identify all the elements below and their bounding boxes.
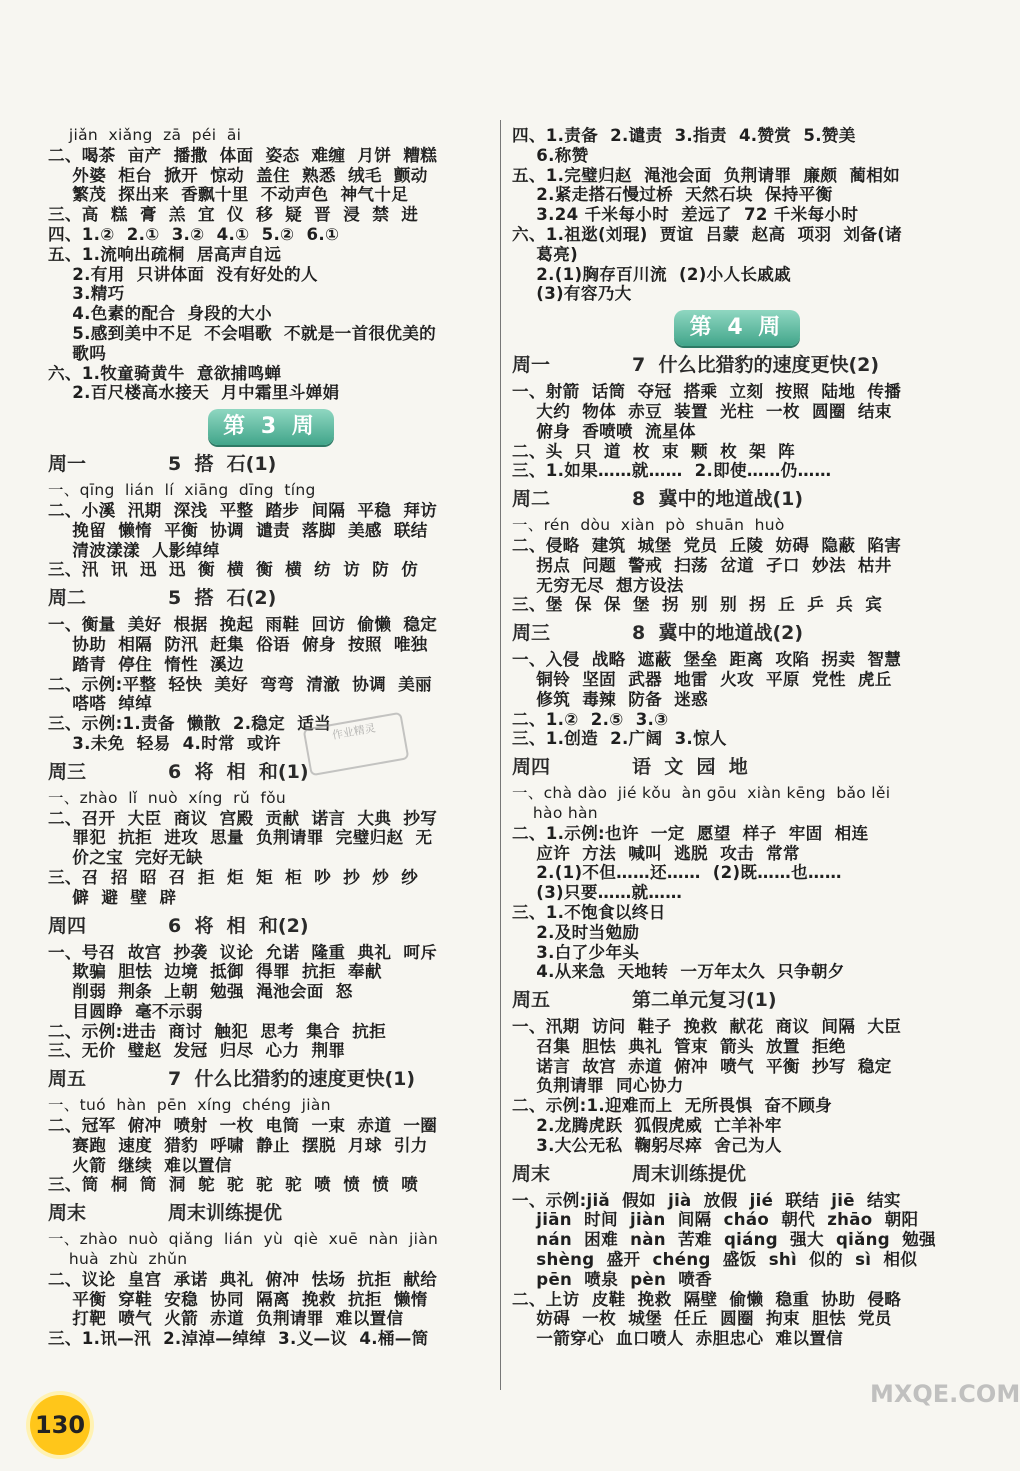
day-heading [512,1161,962,1187]
answer-line: 外婆 柜台 掀开 惊动 盖住 熟悉 绒毛 颤动 [48,165,428,185]
answer-line: 一、入侵 战略 遮蔽 堡垒 距离 攻陷 拐卖 智慧 [512,650,902,670]
answer-line: 三、汛 讯 迅 迅 衡 横 衡 横 纺 访 防 仿 [48,560,419,580]
answer-line: 歌吗 [48,343,107,363]
answer-line: jiān 时间 jiàn 间隔 cháo 朝代 zhāo 朝阳 [512,1210,919,1230]
lesson-title: 5 搭 石(2) [168,587,277,610]
answer-line: 四、1.② 2.① 3.② 4.① 5.② 6.① [48,224,340,244]
day-label: 周五 [48,1068,87,1091]
answer-line: 二、示例:1.迎难而上 无所畏惧 奋不顾身 [512,1096,832,1116]
answer-line: 二、示例:进击 商讨 触犯 思考 集合 抗拒 [48,1021,387,1041]
answer-line: 二、小溪 汛期 深浅 平整 踏步 间隔 平稳 拜访 [48,500,438,520]
answer-line: 火箭 继续 难以置信 [48,1155,232,1175]
day-label: 周二 [48,587,87,610]
left-column [48,126,493,1349]
answer-line: 大约 物体 赤豆 装置 光柱 一枚 圆圈 结束 [512,401,892,421]
answer-line: 罪犯 抗拒 进攻 思量 负荆请罪 完璧归赵 无 [48,828,433,848]
answer-line: 2.紧走搭石慢过桥 天然石块 保持平衡 [512,185,833,205]
answer-line: 二、议论 皇宫 承诺 典礼 俯冲 怯场 抗拒 献给 [48,1269,438,1289]
lesson-title: 周末训练提优 [632,1162,747,1185]
day-heading [48,451,493,477]
answer-line: 2.有用 只讲体面 没有好处的人 [48,264,318,284]
answer-line: 一、号召 故宫 抄袭 议论 允诺 隆重 典礼 呵斥 [48,942,438,962]
answer-line: 二、喝茶 亩产 播撒 体面 姿态 难缠 月饼 糟糕 [48,145,438,165]
answer-line: 僻 避 壁 辟 [48,887,177,907]
answer-line: 赛跑 速度 猎豹 呼啸 静止 摆脱 月球 引力 [48,1135,428,1155]
day-label: 周一 [512,354,551,377]
day-label: 周四 [48,914,87,937]
pinyin-line: huà zhù zhǔn [48,1250,188,1269]
day-heading [48,585,493,611]
answer-line: 一、示例:jiǎ 假如 jià 放假 jié 联结 jiē 结实 [512,1190,901,1210]
day-heading [512,352,962,378]
answer-line: 踏青 停住 惰性 溪边 [48,654,244,674]
answer-line: 价之宝 完好无缺 [48,848,203,868]
answer-line: 二、冠军 俯冲 喷射 一枚 电筒 一束 赤道 一圈 [48,1116,438,1136]
answer-line: 2.及时当勉励 [512,922,640,942]
answer-line: 6.称赞 [512,145,589,165]
right-column [512,126,962,1349]
pinyin-line: 一、zhào lǐ nuò xíng rǔ fǒu [48,788,287,807]
answer-line: 妨碍 一枚 城堡 任丘 圆圈 拘束 胆怯 党员 [512,1309,892,1329]
answer-line: 一箭穿心 血口喷人 赤胆忠心 难以置信 [512,1329,844,1349]
answer-line: 3.精巧 [48,284,125,304]
day-heading [512,486,962,512]
answer-line: 俯身 香喷喷 流星体 [512,421,696,441]
answer-line: 3.白了少年头 [512,942,640,962]
answer-line: 三、1.讯—汛 2.淖淖—绰绰 3.义—议 4.桶—筒 [48,1329,429,1349]
answer-line: 三、高 糕 膏 羔 宜 仪 移 疑 晋 浸 禁 进 [48,205,419,225]
day-label: 周三 [48,760,87,783]
day-heading [48,1200,493,1226]
day-heading [512,754,962,780]
answer-line: 三、1.不饱食以终日 [512,902,666,922]
lesson-title: 6 将 相 和(2) [168,914,309,937]
answer-line: 四、1.责备 2.谴责 3.指责 4.赞赏 5.赞美 [512,126,856,145]
answer-line: 三、堡 保 保 堡 拐 别 别 拐 丘 乒 兵 宾 [512,595,883,615]
week-banner: 第 4 周 [674,310,800,346]
pinyin-line: jiǎn xiǎng zā péi āi [48,126,242,144]
answer-line: 3.大公无私 鞠躬尽瘁 舍己为人 [512,1135,782,1155]
pinyin-line: 一、tuó hàn pēn xíng chéng jiàn [48,1096,331,1115]
answer-line: 三、1.如果……就…… 2.即使……仍…… [512,461,832,481]
day-label: 周三 [512,622,551,645]
answer-line: 拐点 问题 警戒 扫荡 岔道 孑口 妙法 枯井 [512,555,892,575]
answer-line: 一、衡量 美好 根据 挽起 雨鞋 回访 偷懒 稳定 [48,615,438,635]
answer-line: 三、示例:1.责备 懒散 2.稳定 适当 [48,714,332,734]
pinyin-line: 一、chà dào jié kǒu àn gōu xiàn kēng bǎo lěi [512,784,891,803]
answer-line: shèng 盛开 chéng 盛饭 shì 似的 sì 相似 [512,1250,918,1270]
answer-line: 2.(1)不但……还…… (2)既……也…… [512,863,842,883]
pinyin-line: 一、zhào nuò qiǎng lián yù qiè xuē nàn jiàn [48,1230,439,1249]
answer-line: 铜铃 坚固 武器 地雷 火攻 平原 党性 虎丘 [512,669,892,689]
answer-line: 3.24 千米每小时 差远了 72 千米每小时 [512,205,859,225]
day-heading [48,913,493,939]
day-heading [512,620,962,646]
lesson-title: 周末训练提优 [168,1202,283,1225]
answer-line: 目圆睁 毫不示弱 [48,1001,203,1021]
page-number-badge: 130 [30,1395,90,1455]
lesson-title: 8 冀中的地道战(1) [632,488,804,511]
answer-line: (3)有容乃大 [512,284,632,304]
answer-line: 4.色素的配合 身段的大小 [48,304,272,324]
answer-line: 二、示例:平整 轻快 美好 弯弯 清澈 协调 美丽 [48,674,432,694]
answer-line: 打靶 喷气 火箭 赤道 负荆请罪 难以置信 [48,1309,404,1329]
answer-line: 二、上访 皮鞋 挽救 隔壁 偷懒 稳重 协助 侵略 [512,1289,902,1309]
lesson-title: 7 什么比猎豹的速度更快(1) [168,1068,416,1091]
answer-line: (3)只要……就…… [512,883,683,903]
answer-line: 诺言 故宫 赤道 俯冲 喷气 平衡 抄写 稳定 [512,1056,892,1076]
answer-line: 一、汛期 访问 鞋子 挽救 献花 商议 间隔 大臣 [512,1017,902,1037]
answer-line: 六、1.牧童骑黄牛 意欲捕鸣蝉 [48,363,282,383]
answer-line: 二、侵略 建筑 城堡 党员 丘陵 妨碍 隐蔽 陷害 [512,535,902,555]
lesson-title: 5 搭 石(1) [168,453,277,476]
column-divider [500,120,501,1390]
answer-line: 2.百尺楼高水接天 月中霜里斗婵娟 [48,383,340,403]
stamp-seal: 作业精灵 [303,712,410,777]
answer-line: 五、1.完璧归赵 渑池会面 负荆请罪 廉颇 蔺相如 [512,165,901,185]
day-heading [48,1066,493,1092]
answer-line: 挽留 懒惰 平衡 协调 谴责 落脚 美感 联结 [48,520,428,540]
answer-line: 二、头 只 道 枚 束 颗 枚 架 阵 [512,441,796,461]
day-heading [48,759,493,785]
answer-line: 一、射箭 话筒 夺冠 搭乘 立刻 按照 陆地 传播 [512,382,902,402]
answer-line: 三、1.创造 2.广阔 3.惊人 [512,729,727,749]
answer-line: 三、无价 璧赵 发冠 归尽 心力 荆罪 [48,1041,346,1061]
answer-line: 削弱 荆条 上朝 勉强 渑池会面 怒 [48,982,353,1002]
answer-line: 三、召 招 昭 召 拒 炬 矩 柜 吵 抄 炒 纱 [48,867,419,887]
answer-line: nán 困难 nàn 苦难 qiáng 强大 qiǎng 勉强 [512,1230,936,1250]
answer-line: 三、筒 桐 筒 洞 鸵 驼 驼 驼 喷 愤 愤 喷 [48,1175,419,1195]
lesson-title: 7 什么比猎豹的速度更快(2) [632,354,880,377]
lesson-title: 8 冀中的地道战(2) [632,622,804,645]
day-label: 周五 [512,989,551,1012]
pinyin-line: hào hàn [512,803,598,822]
day-label: 周末 [512,1162,551,1185]
day-label: 周二 [512,488,551,511]
lesson-title: 第二单元复习(1) [632,989,777,1012]
answer-line: 平衡 穿鞋 安稳 协同 隔离 挽救 抗拒 懒惰 [48,1289,428,1309]
answer-line: 应许 方法 喊叫 逃脱 攻击 常常 [512,843,800,863]
answer-line: 六、1.祖逖(刘琨) 贾谊 吕蒙 赵高 项羽 刘备(诸 [512,224,903,244]
answer-line: 欺骗 胆怯 边境 抵御 得罪 抗拒 奉献 [48,962,382,982]
answer-line: 修筑 毒辣 防备 迷惑 [512,689,708,709]
answer-line: 嗒嗒 绰绰 [48,694,153,714]
answer-line: pēn 喷泉 pèn 喷香 [512,1269,713,1289]
answer-line: 负荆请罪 同心协力 [512,1076,684,1096]
answer-line: 4.从来急 天地转 一万年太久 只争朝夕 [512,962,845,982]
answer-line: 2.龙腾虎跃 狐假虎威 亡羊补牢 [512,1116,782,1136]
day-label: 周四 [512,756,551,779]
answer-line: 五、1.流响出疏桐 居高声自远 [48,244,282,264]
answer-line: 无穷无尽 想方设法 [512,575,684,595]
answer-line: 繁茂 探出来 香飘十里 不动声色 神气十足 [48,185,409,205]
day-label: 周末 [48,1202,87,1225]
answer-line: 协助 相隔 防汛 赶集 俗语 俯身 按照 唯独 [48,634,428,654]
answer-line: 5.感到美中不足 不会唱歌 不就是一首很优美的 [48,323,437,343]
answer-line: 2.(1)胸存百川流 (2)小人长戚戚 [512,264,792,284]
answer-line: 3.未免 轻易 4.时常 或许 [48,733,281,753]
week-banner: 第 3 周 [208,409,334,445]
answer-line: 二、1.示例:也许 一定 愿望 样子 牢固 相连 [512,823,869,843]
lesson-title: 语 文 园 地 [632,756,748,779]
answer-line: 二、召开 大臣 商议 宫殿 贡献 诺言 大典 抄写 [48,808,438,828]
pinyin-line: 一、qīng lián lí xiāng dīng tíng [48,481,316,500]
day-label: 周一 [48,453,87,476]
day-heading [512,987,962,1013]
answer-line: 葛亮) [512,244,578,264]
answer-line: 二、1.② 2.⑤ 3.③ [512,709,669,729]
watermark: MXQE.COM [870,1380,1020,1408]
lesson-title: 6 将 相 和(1) [168,760,309,783]
answer-line: 清波漾漾 人影绰绰 [48,540,220,560]
pinyin-line: 一、rén dòu xiàn pò shuān huò [512,516,785,535]
answer-line: 召集 胆怯 典礼 管束 箭头 放置 拒绝 [512,1036,846,1056]
